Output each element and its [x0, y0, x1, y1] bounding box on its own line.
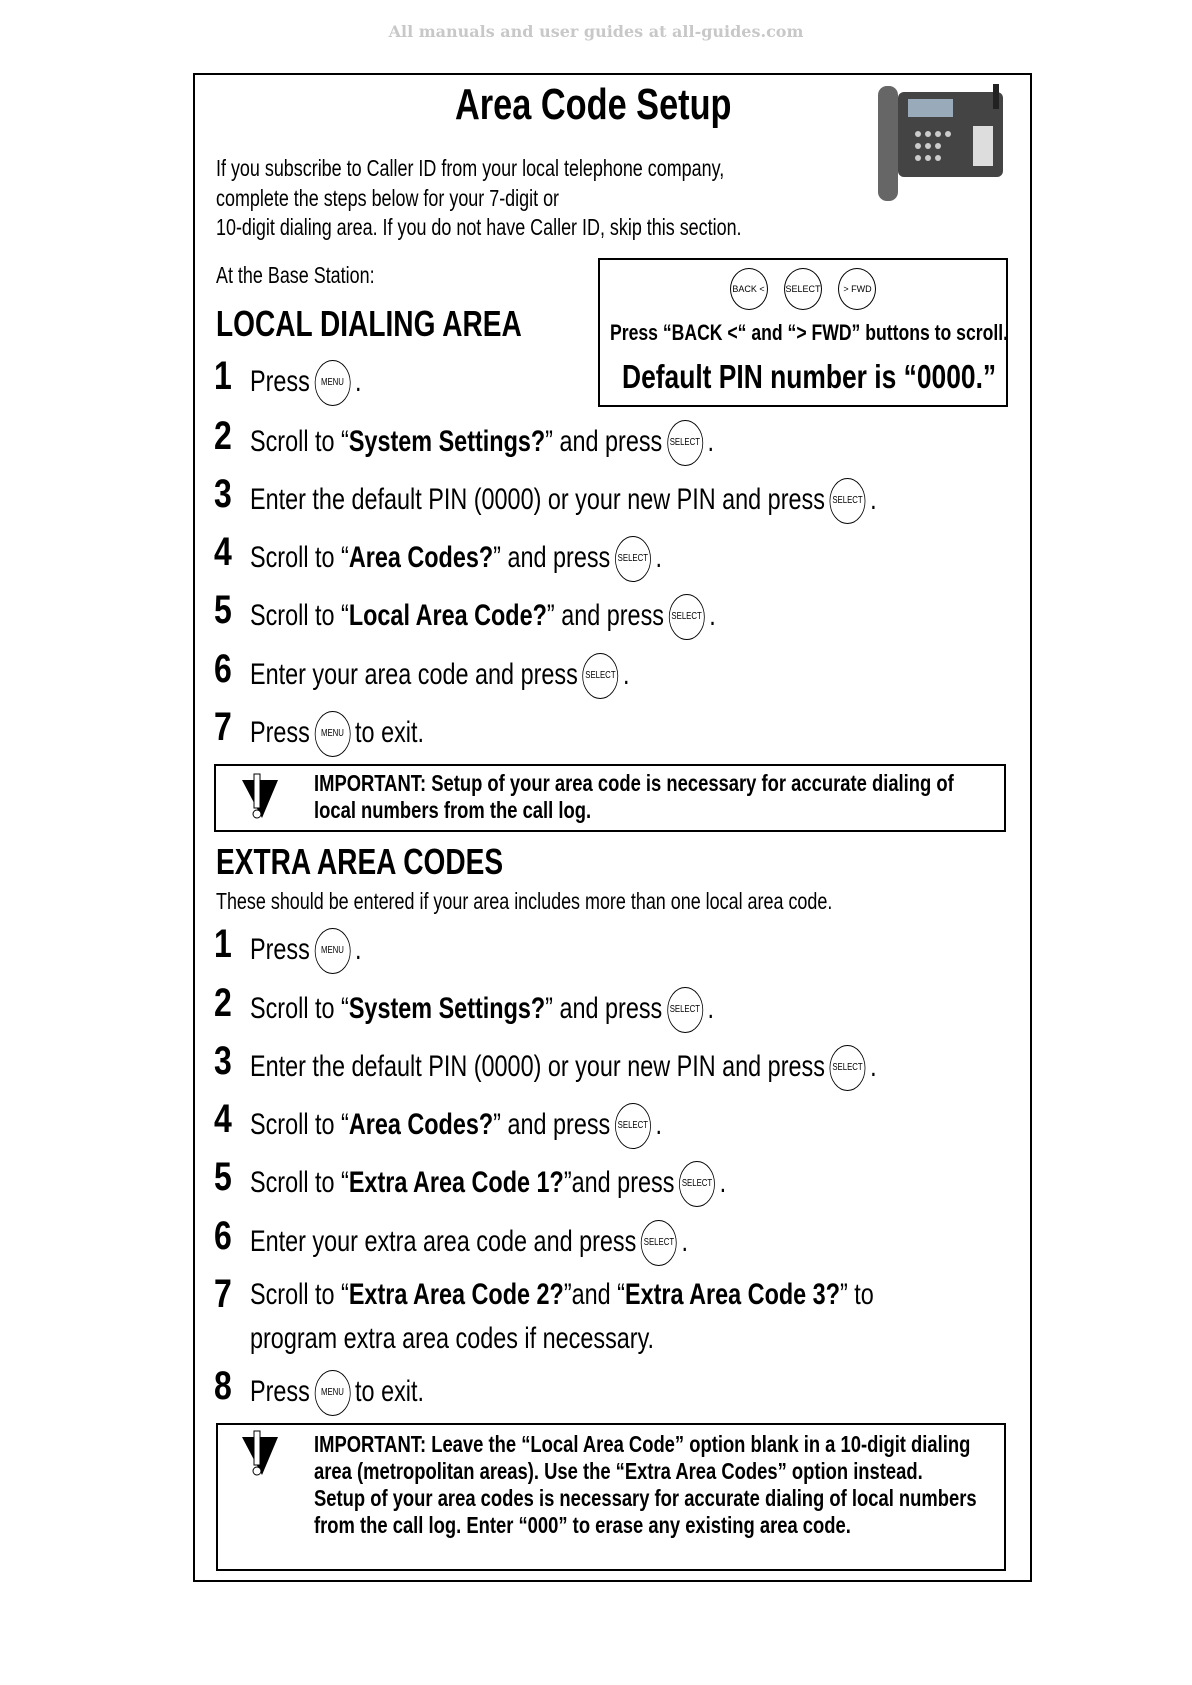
step-text: Scroll to “Extra Area Code 2?”and “Extra Area Code 3?” to [250, 1278, 874, 1311]
select-button-icon: SELECT [667, 987, 703, 1033]
step-text: Enter your area code and press SELECT . [250, 653, 630, 699]
select-button-icon: SELECT [615, 1103, 651, 1149]
step-text: Enter the default PIN (0000) or your new PIN and press SELECT . [250, 1045, 877, 1091]
step-number: 8 [214, 1364, 232, 1408]
step-text: Press MENU to exit. [250, 711, 424, 757]
important-text: IMPORTANT: Setup of your area code is necessary for accurate dialing of local numbers from the call log. [314, 770, 954, 823]
step-text: Press MENU . [250, 360, 362, 406]
select-button-icon: SELECT [830, 1045, 866, 1091]
step-number: 2 [214, 414, 232, 458]
step-text: Scroll to “System Settings?” and press SELECT . [250, 420, 714, 466]
default-pin-text: Default PIN number is “0000.” [622, 358, 997, 395]
step-number: 6 [214, 1214, 232, 1258]
step-text: Enter your extra area code and press SELECT . [250, 1220, 688, 1266]
telephone-image [873, 84, 1010, 204]
intro-line: 10-digit dialing area. If you do not have Caller ID, skip this section. [216, 214, 742, 240]
step-text: Enter the default PIN (0000) or your new PIN and press SELECT . [250, 478, 877, 524]
base-station-label: At the Base Station: [216, 262, 375, 288]
select-button-icon: SELECT [615, 536, 651, 582]
step-text-continued: program extra area codes if necessary. [250, 1322, 655, 1355]
step-number: 2 [214, 981, 232, 1025]
step-text: Scroll to “Area Codes?” and press SELECT . [250, 1103, 662, 1149]
back-button-icon: BACK < [730, 268, 768, 310]
step-number: 1 [214, 354, 232, 398]
step-text: Scroll to “System Settings?” and press SELECT . [250, 987, 714, 1033]
step-number: 4 [214, 1097, 232, 1141]
extra-area-codes-heading: EXTRA AREA CODES [216, 841, 504, 882]
step-number: 6 [214, 647, 232, 691]
extra-subtitle: These should be entered if your area includes more than one local area code. [216, 888, 833, 914]
watermark: All manuals and user guides at all-guides.com [388, 22, 804, 41]
info-box [598, 258, 1008, 407]
step-text: Press MENU . [250, 928, 362, 974]
select-button-icon: SELECT [830, 478, 866, 524]
warning-icon [240, 772, 280, 822]
step-number: 7 [214, 1272, 232, 1316]
intro-line: complete the steps below for your 7-digit or [216, 185, 560, 211]
select-button-icon: SELECT [679, 1161, 715, 1207]
page-title: Area Code Setup [455, 80, 732, 129]
step-number: 3 [214, 472, 232, 516]
select-button-icon: SELECT [784, 268, 822, 310]
step-number: 5 [214, 1155, 232, 1199]
scroll-instruction: Press “BACK <“ and “> FWD” buttons to scroll. [610, 320, 1009, 345]
step-number: 5 [214, 588, 232, 632]
menu-button-icon: MENU [314, 1370, 350, 1416]
fwd-button-icon: > FWD [838, 268, 876, 310]
menu-button-icon: MENU [314, 928, 350, 974]
select-button-icon: SELECT [667, 420, 703, 466]
step-number: 1 [214, 922, 232, 966]
step-text: Scroll to “Local Area Code?” and press SELECT . [250, 594, 716, 640]
warning-icon [240, 1429, 280, 1479]
important-box-extra [216, 1423, 1006, 1571]
select-button-icon: SELECT [641, 1220, 677, 1266]
local-dialing-heading: LOCAL DIALING AREA [216, 303, 522, 344]
step-number: 4 [214, 530, 232, 574]
menu-button-icon: MENU [314, 360, 350, 406]
intro-line: If you subscribe to Caller ID from your local telephone company, [216, 155, 725, 181]
step-number: 3 [214, 1039, 232, 1083]
select-button-icon: SELECT [582, 653, 618, 699]
menu-button-icon: MENU [314, 711, 350, 757]
important-text: IMPORTANT: Leave the “Local Area Code” option blank in a 10-digit dialing area (metropolitan areas). Use the “Extra Area Codes” option instead. Setup of your area codes is necessary for accurate dialing of local numbers from the call log. Enter “000” to erase any existing area code. [314, 1431, 977, 1538]
select-button-icon: SELECT [669, 594, 705, 640]
step-text: Scroll to “Extra Area Code 1?”and press SELECT . [250, 1161, 726, 1207]
step-number: 7 [214, 705, 232, 749]
important-box-local [214, 764, 1006, 832]
step-text: Press MENU to exit. [250, 1370, 424, 1416]
step-text: Scroll to “Area Codes?” and press SELECT . [250, 536, 662, 582]
